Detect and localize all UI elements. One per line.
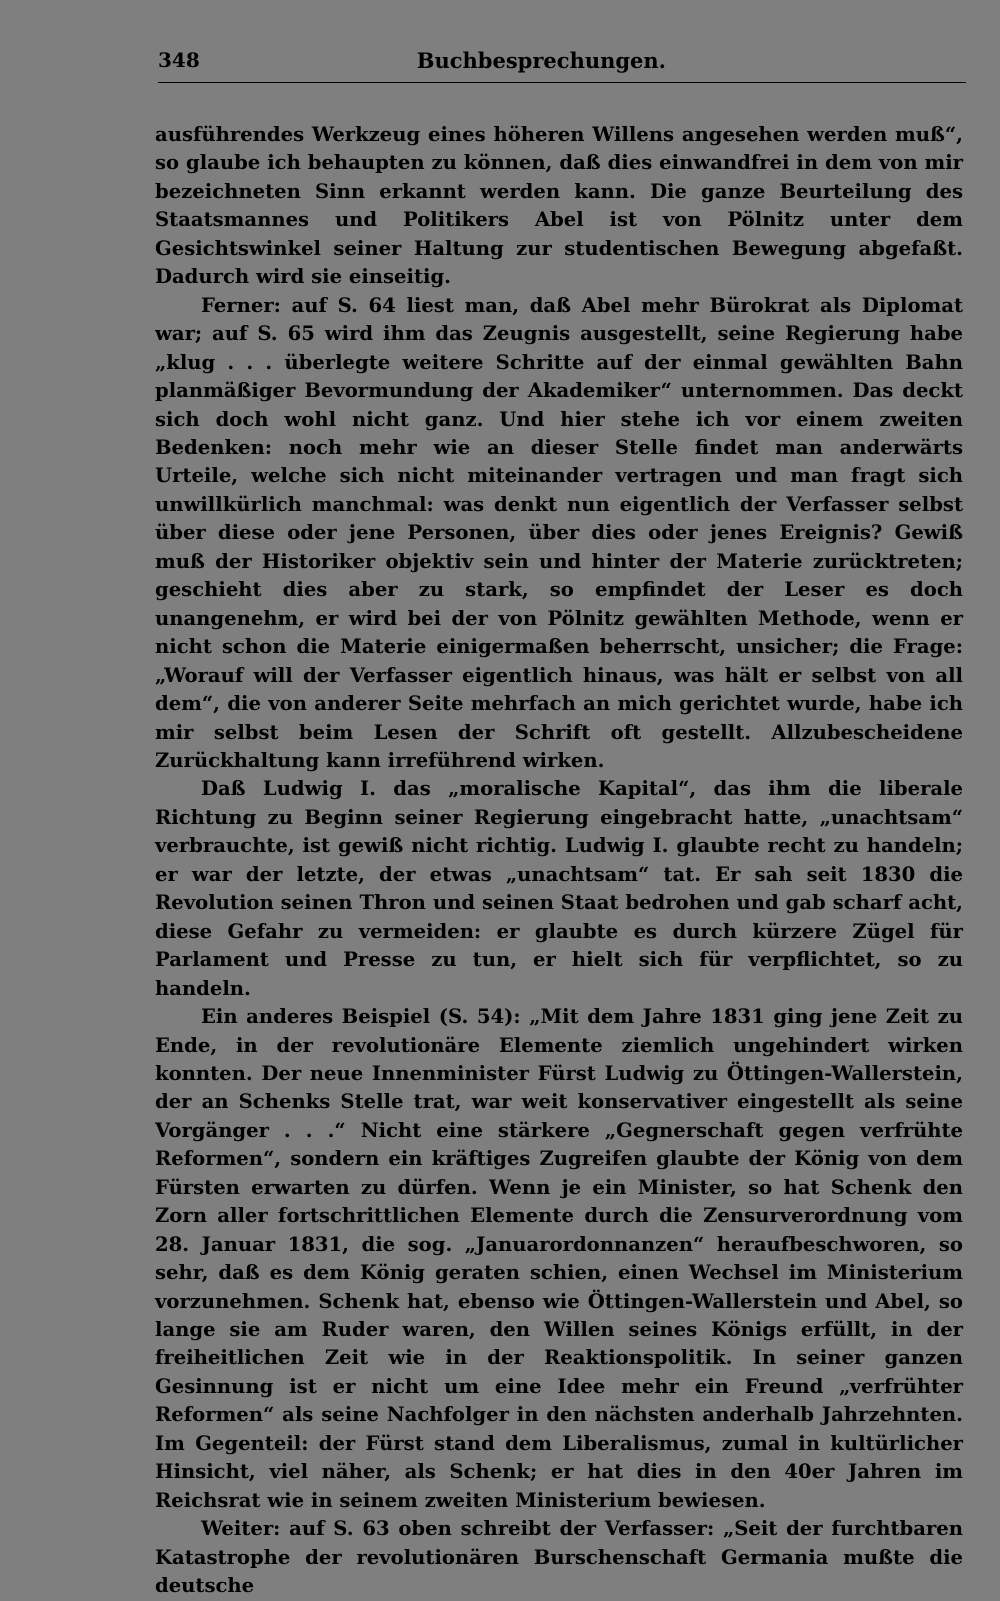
paragraph: Ferner: auf S. 64 liest man, daß Abel mehr Bürokrat als Diplomat war; auf S. 65 wird ihm das Zeugnis ausgestellt, seine Regierung habe „klug . . . überlegte weitere Schritte auf der einmal gewählten Bahn planmäßiger Bevormundung der Akademiker“ unternommen. Das deckt sich doch wohl nicht ganz. Und hier stehe ich vor einem zweiten Bedenken: noch mehr wie an dieser Stelle findet man anderwärts Urteile, welche sich nicht miteinander vertragen und man fragt sich unwillkürlich manchmal: was denkt nun eigentlich der Verfasser selbst über diese oder jene Personen, über dies oder jenes Ereignis? Gewiß muß der Historiker objektiv sein und hinter der Materie zurücktreten; geschieht dies aber zu stark, so empfindet der Leser es doch unangenehm, er wird bei der von Pölnitz gewählten Methode, wenn er nicht schon die Materie einigermaßen beherrscht, unsicher; die Frage: „Worauf will der Verfasser eigentlich hinaus, was hält er selbst von all dem“, die von anderer Seite mehrfach an mich gerichtet wurde, habe ich mir selbst beim Lesen der Schrift oft gestellt. Allzubescheidene Zurückhaltung kann irreführend wirken. [155, 293, 963, 772]
paragraph: Weiter: auf S. 63 oben schreibt der Verfasser: „Seit der furchtbaren Katastrophe der revolutionären Burschenschaft Germania mußte die deutsche [155, 1517, 963, 1598]
paragraph: Daß Ludwig I. das „moralische Kapital“, das ihm die liberale Richtung zu Beginn seiner Regierung eingebracht hatte, „unachtsam“ verbrauchte, ist gewiß nicht richtig. Ludwig I. glaubte recht zu handeln; er war der letzte, der etwas „unachtsam“ tat. Er sah seit 1830 die Revolution seinen Thron und seinen Staat bedrohen und gab scharf acht, diese Gefahr zu vermeiden: er glaubte es durch kürzere Zügel für Parlament und Presse zu tun, er hielt sich für verpflichtet, so zu handeln. [155, 777, 963, 1000]
running-head: Buchbesprechungen. [416, 48, 666, 73]
paragraph: Ein anderes Beispiel (S. 54): „Mit dem Jahre 1831 ging jene Zeit zu Ende, in der revolutionäre Elemente ziemlich ungehindert wirken konnten. Der neue Innenminister Fürst Ludwig zu Öttingen-Wallerstein, der an Schenks Stelle trat, war weit konservativer eingestellt als seine Vorgänger . . .“ Nicht eine stärkere „Gegnerschaft gegen verfrühte Reformen“, sondern ein kräftiges Zugreifen glaubte der König von dem Fürsten erwarten zu dürfen. Wenn je ein Minister, so hat Schenk den Zorn aller fortschrittlichen Elemente durch die Zensurverordnung vom 28. Januar 1831, die sog. „Januarordonnanzen“ heraufbeschworen, so sehr, daß es dem König geraten schien, einen Wechsel im Ministerium vorzunehmen. Schenk hat, ebenso wie Öttingen-Wallerstein und Abel, so lange sie am Ruder waren, den Willen seines Königs erfüllt, in der freiheitlichen Zeit wie in der Reaktionspolitik. In seiner ganzen Gesinnung ist er nicht um eine Idee mehr ein Freund „verfrühter Reformen“ als seine Nachfolger in den nächsten anderhalb Jahrzehnten. Im Gegenteil: der Fürst stand dem Liberalismus, zumal in kultürlicher Hinsicht, viel näher, als Schenk; er hat dies in den 40er Jahren im Reichsrat wie in seinem zweiten Ministerium bewiesen. [155, 1005, 963, 1512]
page-header [158, 46, 966, 83]
paragraph: ausführendes Werkzeug eines höheren Willens angesehen werden muß“, so glaube ich behaupten zu können, daß dies einwandfrei in dem von mir bezeichneten Sinn erkannt werden kann. Die ganze Beurteilung des Staatsmannes und Politikers Abel ist von Pölnitz unter dem Gesichtswinkel seiner Haltung zur studentischen Bewegung abgefaßt. Dadurch wird sie einseitig. [155, 123, 963, 289]
review-text [155, 121, 963, 1601]
page-number: 348 [158, 48, 200, 72]
